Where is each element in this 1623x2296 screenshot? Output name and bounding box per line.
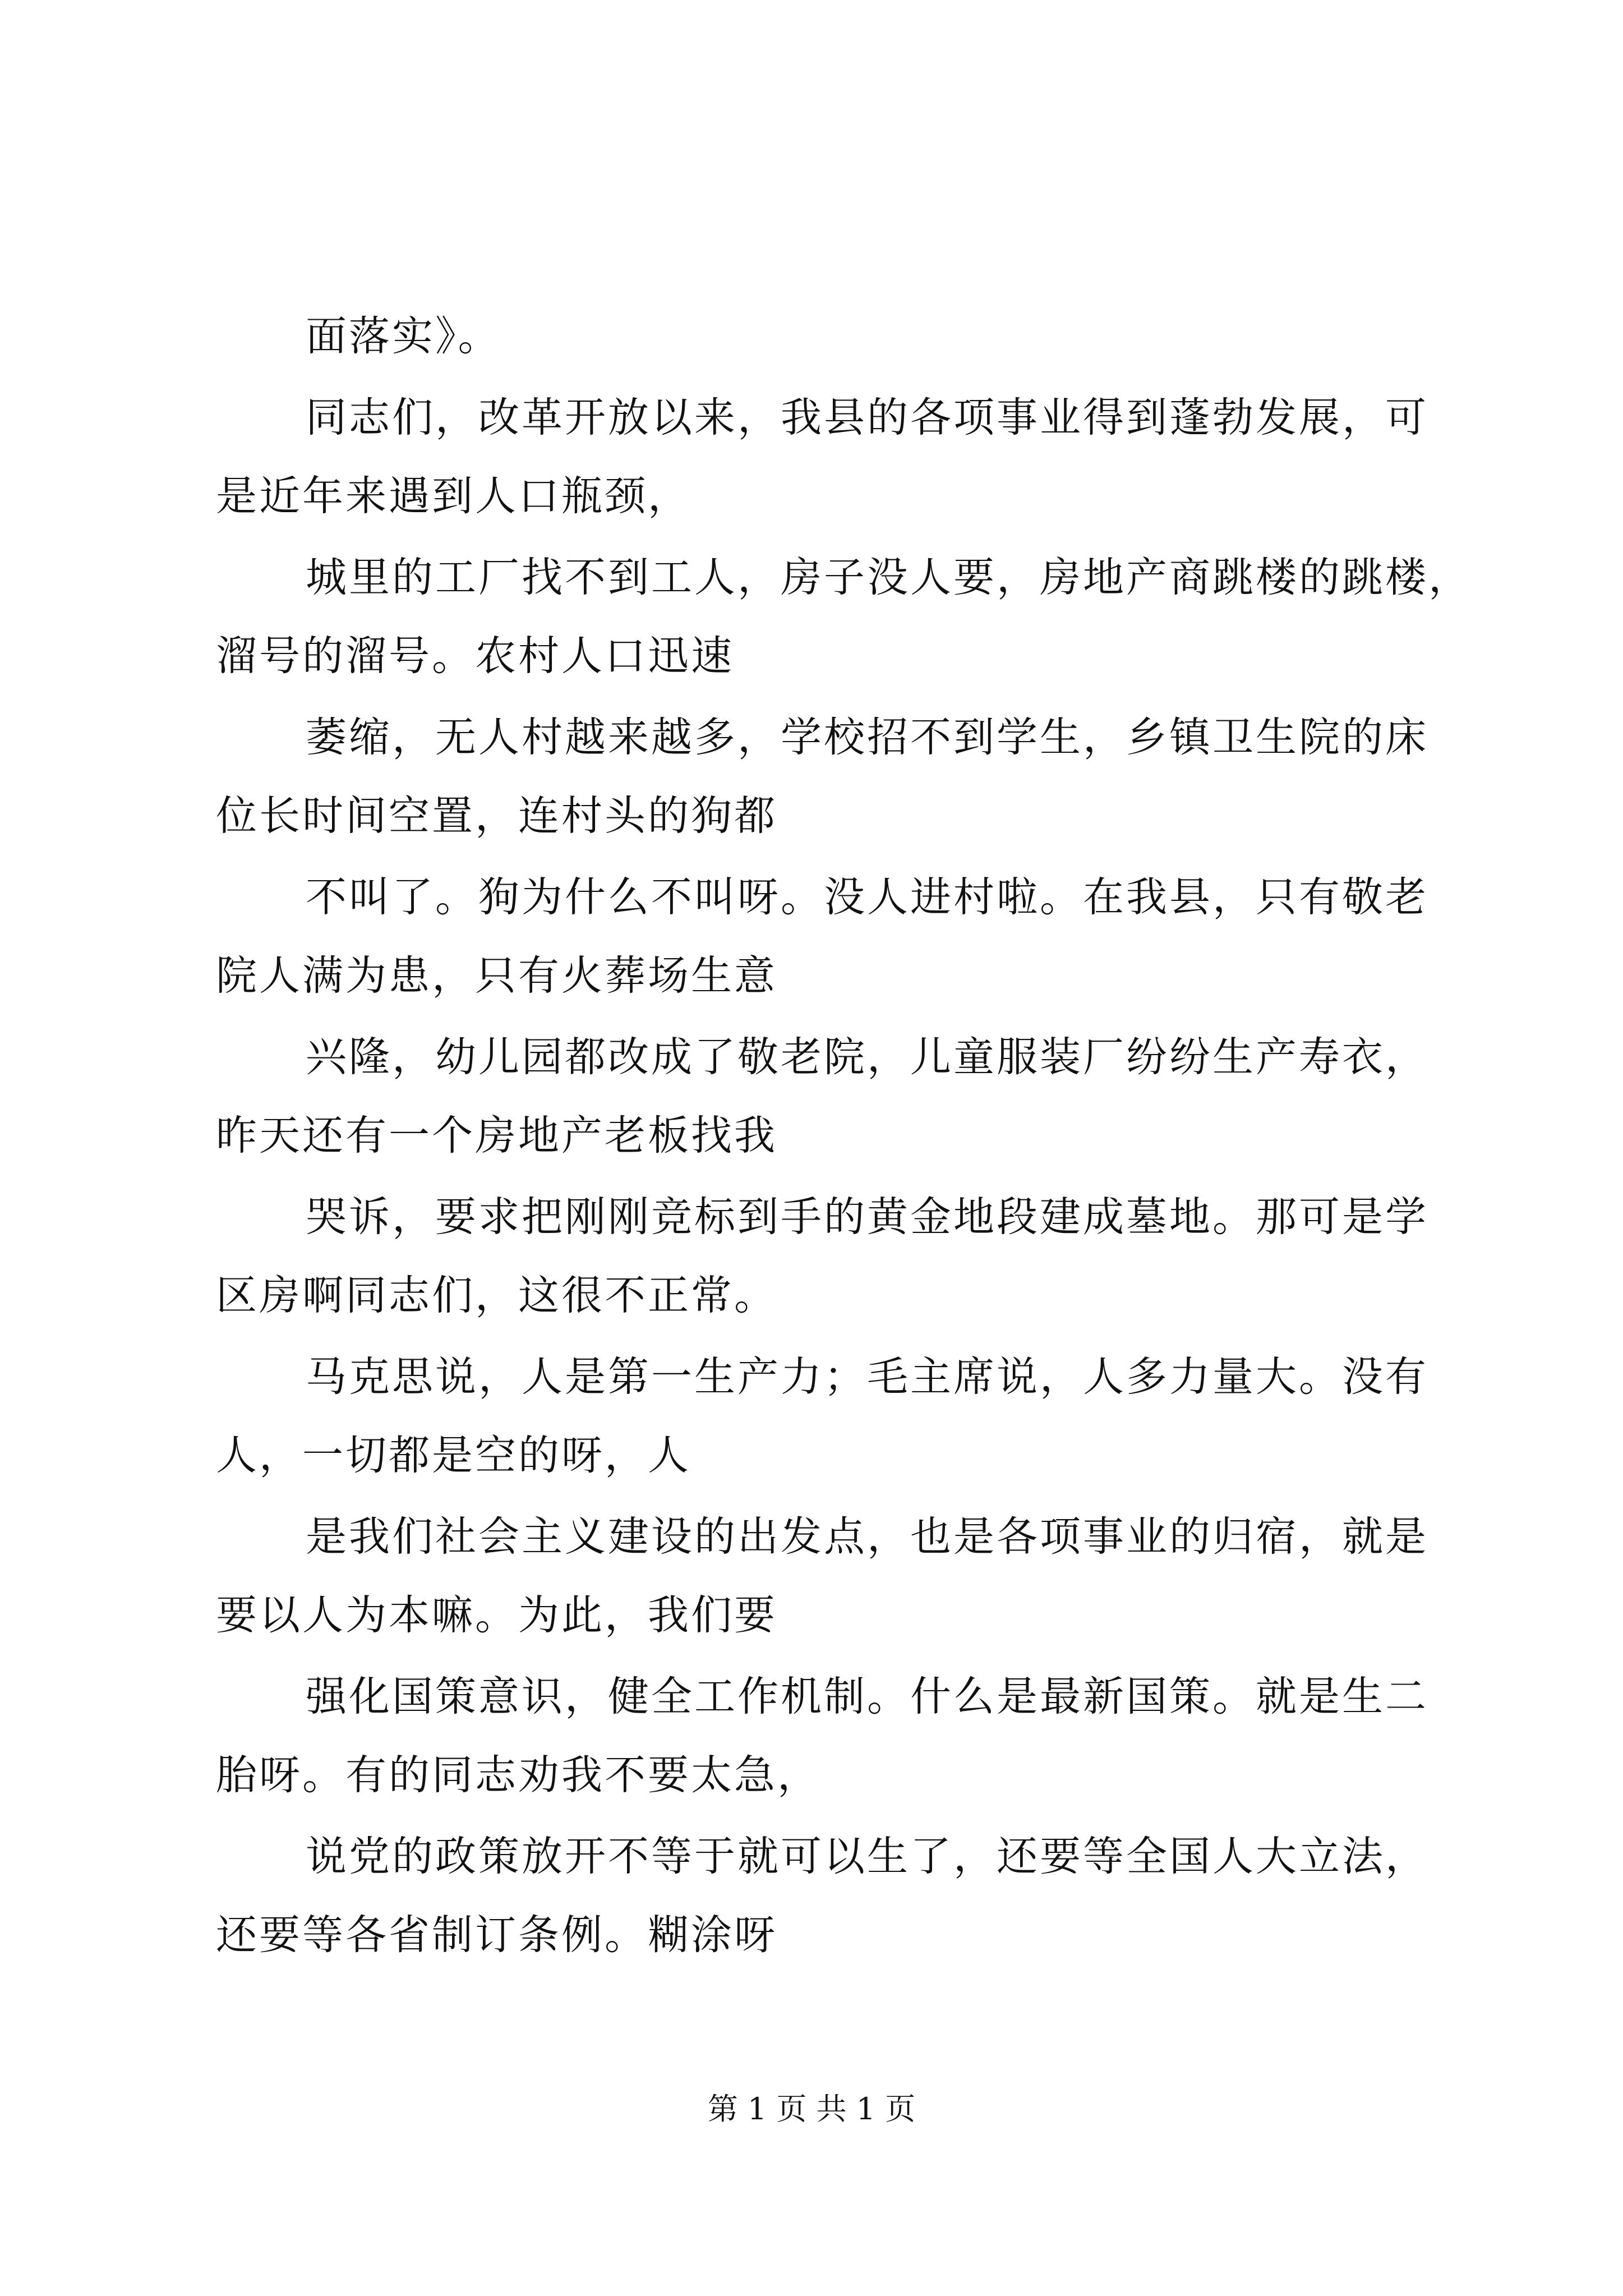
text-line: 区房啊同志们，这很不正常。 bbox=[216, 1272, 777, 1319]
text-line: 城里的工厂找不到工人，房子没人要，房地产商跳楼的跳楼， bbox=[306, 554, 1472, 601]
text-line: 昨天还有一个房地产老板找我 bbox=[216, 1112, 777, 1159]
text-line: 哭诉，要求把刚刚竞标到手的黄金地段建成墓地。那可是学 bbox=[306, 1193, 1428, 1241]
text-line: 要以人为本嘛。为此，我们要 bbox=[216, 1591, 777, 1639]
page-footer: 第 1 页 共 1 页 bbox=[707, 2091, 916, 2127]
text-line: 萎缩，无人村越来越多，学校招不到学生，乡镇卫生院的床 bbox=[306, 714, 1428, 761]
text-line: 人，一切都是空的呀，人 bbox=[216, 1432, 691, 1479]
text-line: 院人满为患，只有火葬场生意 bbox=[216, 952, 777, 1000]
text-line: 说党的政策放开不等于就可以生了，还要等全国人大立法， bbox=[306, 1833, 1428, 1880]
text-line: 兴隆，幼儿园都改成了敬老院，儿童服装厂纷纷生产寿衣， bbox=[306, 1033, 1428, 1081]
text-line: 马克思说，人是第一生产力；毛主席说，人多力量大。没有 bbox=[306, 1353, 1428, 1401]
text-line: 位长时间空置，连村头的狗都 bbox=[216, 792, 777, 840]
text-line: 溜号的溜号。农村人口迅速 bbox=[216, 632, 734, 680]
text-line: 胎呀。有的同志劝我不要太急， bbox=[216, 1751, 820, 1799]
text-line: 强化国策意识，健全工作机制。什么是最新国策。就是生二 bbox=[306, 1673, 1428, 1720]
text-line: 还要等各省制订条例。糊涂呀 bbox=[216, 1911, 777, 1959]
text-line: 同志们，改革开放以来，我县的各项事业得到蓬勃发展，可 bbox=[306, 394, 1428, 441]
text-line: 不叫了。狗为什么不叫呀。没人进村啦。在我县，只有敬老 bbox=[306, 873, 1428, 921]
text-line: 是我们社会主义建设的出发点，也是各项事业的归宿，就是 bbox=[306, 1513, 1428, 1561]
text-line: 面落实》。 bbox=[306, 312, 501, 360]
text-line: 是近年来遇到人口瓶颈， bbox=[216, 472, 691, 520]
